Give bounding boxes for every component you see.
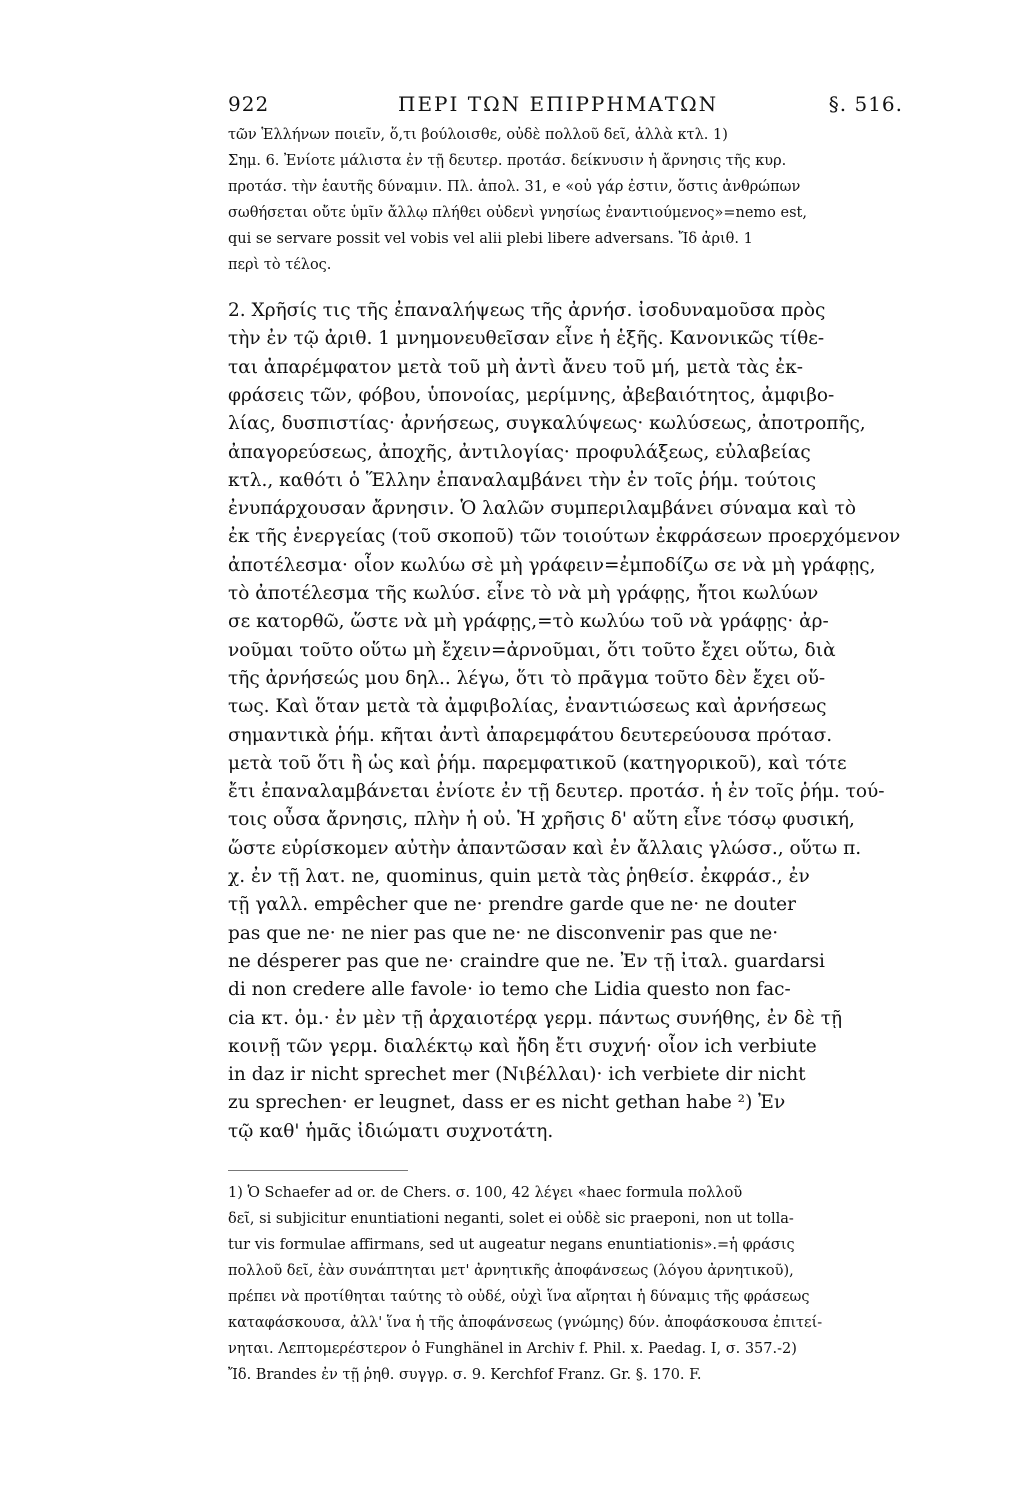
top-paragraph	[228, 128, 908, 298]
footnote-line: δεῖ, si subjicitur enuntiationi neganti, solet ei οὐδὲ sic praeponi, non ut tolla-	[228, 1211, 794, 1227]
footnote-line: 1) Ὁ Schaefer ad or. de Chers. σ. 100, 42 λέγει «haec formula πολλοῦ	[228, 1185, 743, 1201]
text-line: τῷ καθ' ἡμᾶς ἰδιώματι συχνοτάτη.	[228, 1120, 554, 1142]
text-line: τῶν Ἑλλήνων ποιεῖν, ὅ,τι βούλοισθε, οὐδὲ πολλοῦ δεῖ, ἀλλὰ κτλ. 1)	[228, 127, 728, 143]
text-line: χ. ἐν τῇ λατ. ne, quominus, quin μετὰ τὰς ῥηθείσ. ἐκφράσ., ἐν	[228, 866, 810, 887]
text-line: τὸ ἀποτέλεσμα τῆς κωλύσ. εἶνε τὸ νὰ μὴ γράφῃς, ἤτοι κωλύων	[228, 583, 819, 604]
text-line: τὴν ἐν τῷ ἀριθ. 1 μνημονευθεῖσαν εἶνε ἡ ἑξῆς. Κανονικῶς τίθε-	[228, 328, 825, 350]
section-number: §. 516.	[828, 92, 903, 116]
text-line: ἀπαγορεύσεως, ἀποχῆς, ἀντιλογίας· προφυλάξεως, εὐλαβείας	[228, 441, 811, 463]
page-header	[228, 92, 903, 122]
footnote-line: Ἴδ. Brandes ἐν τῇ ῥηθ. συγγρ. σ. 9. Kerchfof Franz. Gr. §. 170. F.	[228, 1367, 702, 1383]
text-line: di non credere alle favole· io temo che Lidia questo non fac-	[228, 979, 791, 1001]
text-line: ἐνυπάρχουσαν ἄρνησιν. Ὁ λαλῶν συμπεριλαμβάνει σύναμα καὶ τὸ	[228, 498, 857, 520]
text-line: zu sprechen· er leugnet, dass er es nicht gethan habe ²) Ἐν	[228, 1092, 786, 1114]
text-line: pas que ne· ne nier pas que ne· ne disconvenir pas que ne·	[228, 922, 779, 944]
footnote-line: καταφάσκουσα, ἀλλ' ἵνα ἡ τῆς ἀποφάνσεως (γνώμης) δύν. ἀποφάσκουσα ἐπιτεί-	[228, 1315, 823, 1331]
text-line: προτάσ. τὴν ἑαυτῆς δύναμιν. Πλ. ἀπολ. 31, e «οὐ γάρ ἐστιν, ὅστις ἀνθρώπων	[228, 179, 801, 195]
text-line: μετὰ τοῦ ὅτι ἢ ὡς καὶ ῥήμ. παρεμφατικοῦ (κατηγορικοῦ), καὶ τότε	[228, 752, 847, 774]
footnote-line: πολλοῦ δεῖ, ἐὰν συνάπτηται μετ' ἀρνητικῆς ἀποφάνσεως (λόγου ἀρνητικοῦ),	[228, 1263, 794, 1279]
text-line: cia κτ. ὁμ.· ἐν μὲν τῇ ἀρχαιοτέρᾳ γερμ. πάντως συνήθης, ἐν δὲ τῇ	[228, 1007, 843, 1029]
text-line: φράσεις τῶν, φόβου, ὑπονοίας, μερίμνης, ἀβεβαιότητος, ἀμφιβο-	[228, 384, 835, 406]
text-line: in daz ir nicht sprechet mer (Νιβέλλαι)· ich verbiete dir nicht	[228, 1064, 806, 1086]
text-line: Σημ. 6. Ἐνίοτε μάλιστα ἐν τῇ δευτερ. προτάσ. δείκνυσιν ἡ ἄρνησις τῆς κυρ.	[228, 153, 787, 169]
text-line: σημαντικὰ ῥήμ. κῆται ἀντὶ ἀπαρεμφάτου δευτερεύουσα πρότασ.	[228, 724, 833, 746]
text-line: ne désperer pas que ne· craindre que ne. Ἐν τῇ ἰταλ. guardarsi	[228, 950, 825, 972]
text-line: ἀποτέλεσμα· οἷον κωλύω σὲ μὴ γράφειν=ἐμποδίζω σε νὰ μὴ γράφῃς,	[228, 554, 876, 576]
text-line: τοις οὖσα ἄρνησις, πλὴν ἡ οὐ. Ἡ χρῆσις δ' αὕτη εἶνε τόσῳ φυσική,	[228, 809, 855, 831]
text-line: σε κατορθῶ, ὥστε νὰ μὴ γράφῃς,=τὸ κωλύω τοῦ νὰ γράφῃς· ἀρ-	[228, 611, 829, 633]
text-line: ἐκ τῆς ἐνεργείας (τοῦ σκοποῦ) τῶν τοιούτων ἐκφράσεων προερχόμενον	[228, 526, 901, 548]
text-line: τῇ γαλλ. empêcher que ne· prendre garde que ne· ne douter	[228, 894, 796, 916]
footnotes	[228, 1186, 908, 1406]
footnote-line: νηται. Λεπτομερέστερον ὁ Funghänel in Archiv f. Phil. x. Paedag. I, σ. 357.-2)	[228, 1341, 797, 1357]
text-line: 2. Χρῆσίς τις τῆς ἐπαναλήψεως τῆς ἀρνήσ. ἰσοδυναμοῦσα πρὸς	[228, 300, 826, 321]
text-line: ται ἀπαρέμφατον μετὰ τοῦ μὴ ἀντὶ ἄνευ τοῦ μή, μετὰ τὰς ἐκ-	[228, 356, 803, 378]
text-line: τῆς ἀρνήσεώς μου δηλ.. λέγω, ὅτι τὸ πρᾶγμα τοῦτο δὲν ἔχει οὕ-	[228, 667, 826, 689]
text-line: ὥστε εὑρίσκομεν αὐτὴν ἀπαντῶσαν καὶ ἐν ἄλλαις γλώσσ., οὕτω π.	[228, 837, 862, 859]
text-line: λίας, δυσπιστίας· ἀρνήσεως, συγκαλύψεως· κωλύσεως, ἀποτροπῆς,	[228, 413, 866, 435]
footnote-rule	[228, 1170, 408, 1171]
text-line: περὶ τὸ τέλος.	[228, 257, 332, 273]
text-line: κοινῇ τῶν γερμ. διαλέκτῳ καὶ ἤδη ἔτι συχνή· οἷον ich verbiute	[228, 1035, 817, 1057]
text-line: κτλ., καθότι ὁ Ἕλλην ἐπαναλαμβάνει τὴν ἐν τοῖς ῥήμ. τούτοις	[228, 469, 817, 491]
text-line: σωθήσεται οὔτε ὑμῖν ἄλλῳ πλήθει οὐδενὶ γνησίως ἐναντιούμενος»=nemo est,	[228, 205, 807, 221]
footnote-line: πρέπει νὰ προτίθηται ταύτης τὸ οὐδέ, οὐχὶ ἵνα αἴρηται ἡ δύναμις τῆς φράσεως	[228, 1289, 810, 1305]
page-number: 922	[228, 92, 270, 116]
running-title: ΠΕΡΙ ΤΩΝ ΕΠΙΡΡΗΜΑΤΩΝ	[398, 92, 719, 116]
text-line: τως. Καὶ ὅταν μετὰ τὰ ἀμφιβολίας, ἐναντιώσεως καὶ ἀρνήσεως	[228, 696, 827, 718]
text-line: νοῦμαι τοῦτο οὕτω μὴ ἔχειν=ἀρνοῦμαι, ὅτι τοῦτο ἔχει οὕτω, διὰ	[228, 639, 836, 661]
footnote-line: tur vis formulae affirmans, sed ut augeatur negans enuntiationis».=ἡ φράσις	[228, 1237, 795, 1253]
text-line: qui se servare possit vel vobis vel alii plebi libere adversans. Ἴδ ἀριθ. 1	[228, 231, 753, 247]
main-paragraph	[228, 302, 908, 1162]
text-line: ἔτι ἐπαναλαμβάνεται ἐνίοτε ἐν τῇ δευτερ. προτάσ. ἡ ἐν τοῖς ῥήμ. τού-	[228, 781, 885, 803]
